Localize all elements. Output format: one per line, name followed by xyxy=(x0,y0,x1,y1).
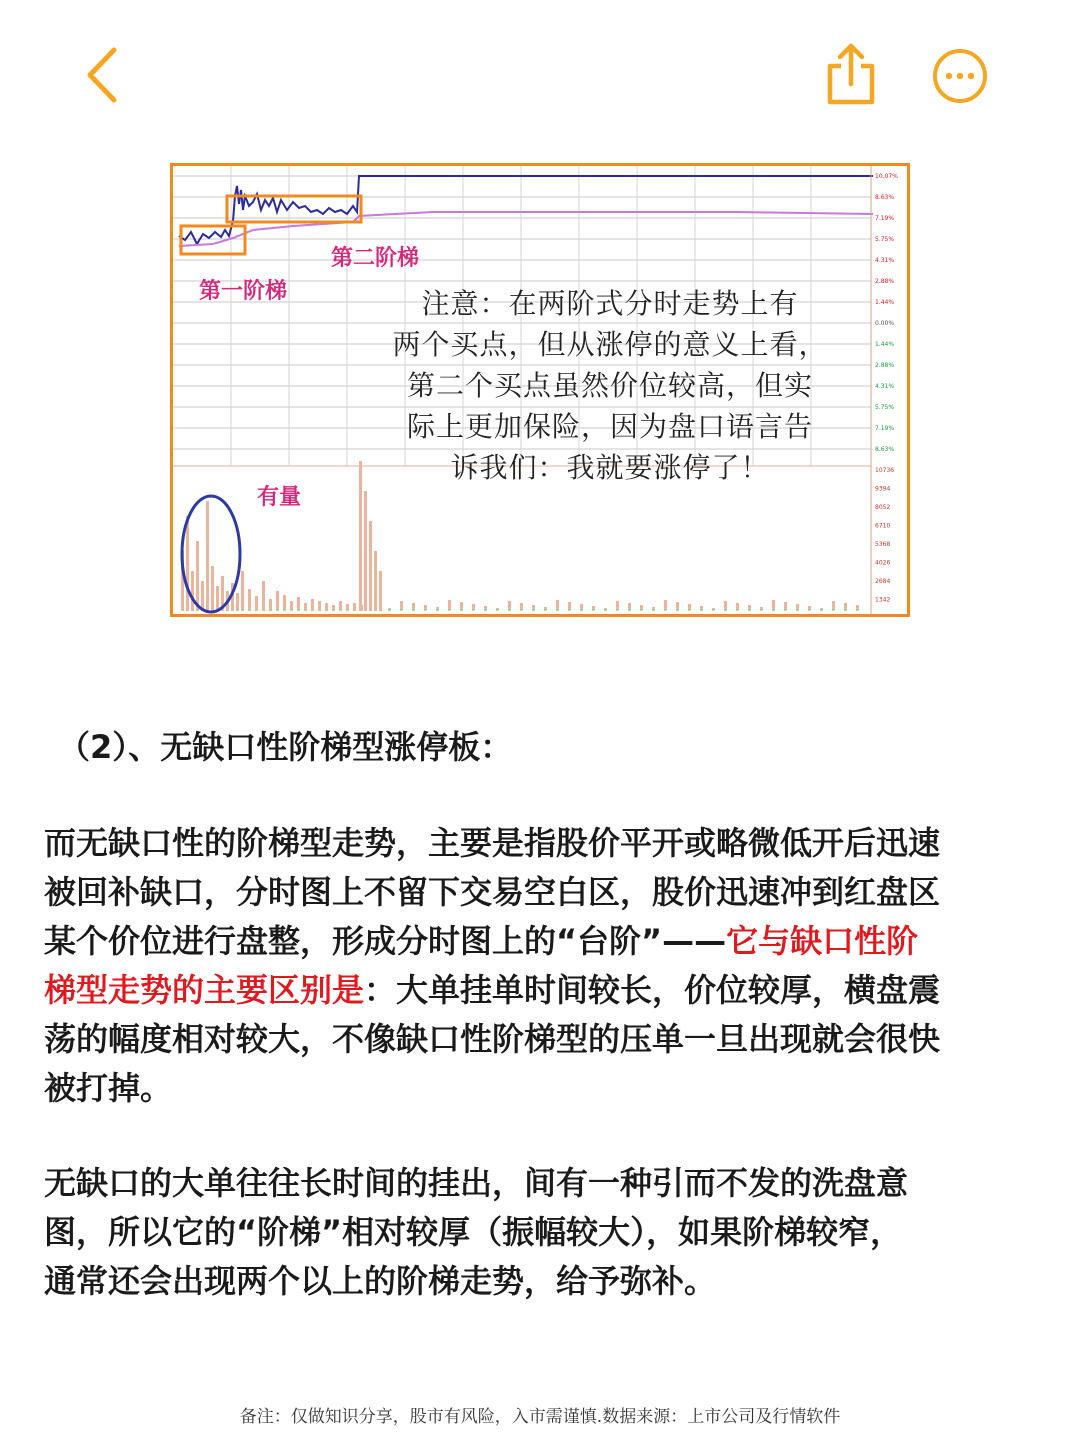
volume-bar xyxy=(283,595,286,611)
volume-bar xyxy=(688,604,691,611)
volume-bar xyxy=(424,605,427,611)
price-tick-label: 1.44% xyxy=(875,341,895,348)
price-tick-label: 4.31% xyxy=(875,257,895,264)
volume-bar xyxy=(374,551,377,611)
volume-bar xyxy=(724,601,727,611)
step1-label: 第一阶梯 xyxy=(199,279,288,304)
volume-bar xyxy=(604,608,607,611)
annotation-line: 诉我们：我就要涨停了！ xyxy=(450,451,770,484)
step1-box xyxy=(181,226,245,254)
chevron-left-icon xyxy=(78,44,128,106)
text-span: ：大单挂单时间较长，价位较厚，横盘震 xyxy=(364,971,941,1009)
volume-bar xyxy=(211,566,214,611)
volume-bar xyxy=(332,605,335,611)
volume-bar xyxy=(484,606,487,611)
volume-bar xyxy=(276,591,279,611)
highlight-text: 梯型走势的主要区别是 xyxy=(44,971,365,1009)
volume-bar xyxy=(844,603,847,611)
price-scale xyxy=(875,173,898,453)
volume-bar xyxy=(700,606,703,611)
volume-bar xyxy=(241,571,244,611)
volume-tick-label: 2684 xyxy=(875,578,891,585)
volume-bar xyxy=(532,605,535,611)
paragraph-2 xyxy=(44,1159,1034,1306)
volume-bar xyxy=(248,589,251,611)
volume-bar xyxy=(652,607,655,611)
volume-tick-label: 6710 xyxy=(875,522,891,530)
volume-tick-label: 1342 xyxy=(875,596,891,604)
volume-bar xyxy=(508,601,511,611)
volume-bar xyxy=(664,600,667,611)
volume-bar xyxy=(796,604,799,611)
volume-bar xyxy=(369,521,372,611)
volume-bar xyxy=(297,597,300,611)
volume-bar xyxy=(448,600,451,611)
volume-bar xyxy=(325,603,328,611)
volume-bar xyxy=(339,601,342,611)
volume-bar xyxy=(592,606,595,611)
price-tick-label: 2.88% xyxy=(875,362,895,369)
price-tick-label: 8.63% xyxy=(875,446,895,453)
annotation-line: 际上更加保险，因为盘口语言告 xyxy=(406,410,813,443)
volume-bar xyxy=(820,608,823,611)
volume-tick-label: 10736 xyxy=(875,467,895,474)
volume-bar xyxy=(712,608,715,611)
highlight-text: 它与缺口性阶 xyxy=(726,922,919,960)
paragraph-line: 图，所以它的“阶梯”相对较厚（振幅较大），如果阶梯较窄， xyxy=(44,1213,903,1251)
volume-tick-label: 5368 xyxy=(875,541,891,548)
volume-bar xyxy=(346,604,349,611)
price-tick-label: 1.44% xyxy=(875,299,895,306)
paragraph-line: 荡的幅度相对较大，不像缺口性阶梯型的压单一旦出现就会很快 xyxy=(44,1020,941,1058)
volume-bar xyxy=(760,607,763,611)
paragraph-1 xyxy=(44,819,1034,1113)
price-tick-label: 7.19% xyxy=(875,215,895,222)
section-title: （2）、无缺口性阶梯型涨停板： xyxy=(58,728,513,766)
more-options-button[interactable] xyxy=(930,46,990,106)
volume-bar xyxy=(186,516,189,611)
volume-bar xyxy=(311,599,314,611)
volume-label: 有量 xyxy=(257,485,302,510)
volume-bar xyxy=(736,603,739,611)
paragraph-line xyxy=(44,966,1034,1015)
volume-bar xyxy=(832,601,835,611)
volume-bar xyxy=(544,607,547,611)
volume-bar xyxy=(856,605,859,611)
volume-bar xyxy=(412,603,415,611)
volume-bar xyxy=(748,605,751,611)
volume-bar xyxy=(460,602,463,611)
top-toolbar xyxy=(0,0,1080,150)
volume-bar xyxy=(808,606,811,611)
price-tick-label: 2.88% xyxy=(875,278,895,285)
paragraph-line xyxy=(44,917,1034,966)
volume-bar xyxy=(628,603,631,611)
disclaimer-footer: 备注：仅做知识分享，股市有风险，入市需谨慎.数据来源：上市公司及行情软件 xyxy=(239,1407,841,1427)
volume-bar xyxy=(304,603,307,611)
share-button[interactable] xyxy=(820,40,880,108)
paragraph-line: 被打掉。 xyxy=(44,1069,173,1107)
volume-bar xyxy=(472,604,475,611)
paragraph-line: 无缺口的大单往往长时间的挂出，间有一种引而不发的洗盘意 xyxy=(44,1164,909,1202)
volume-bar xyxy=(388,608,391,611)
price-tick-label: 7.19% xyxy=(875,425,895,432)
volume-bar xyxy=(353,603,356,611)
volume-bar xyxy=(556,600,559,611)
volume-bar xyxy=(201,581,204,611)
volume-bar xyxy=(318,601,321,611)
paragraph-line: 被回补缺口，分时图上不留下交易空白区，股价迅速冲到红盘区 xyxy=(44,873,941,911)
price-tick-label: 5.75% xyxy=(875,404,895,411)
price-tick-label: 5.75% xyxy=(875,236,895,243)
volume-tick-label: 8052 xyxy=(875,504,891,511)
volume-bar xyxy=(364,491,367,611)
average-line xyxy=(179,212,873,246)
volume-bar xyxy=(568,602,571,611)
volume-scale xyxy=(875,467,894,604)
volume-bar xyxy=(191,571,194,611)
volume-bar xyxy=(640,605,643,611)
volume-bar xyxy=(496,608,499,611)
volume-bar xyxy=(206,501,209,611)
chart-annotation xyxy=(350,283,870,488)
volume-tick-label: 9394 xyxy=(875,485,891,493)
annotation-line: 两个买点，但从涨停的意义上看， xyxy=(392,328,828,361)
volume-bar xyxy=(196,541,199,611)
paragraph-line: 而无缺口性的阶梯型走势，主要是指股价平开或略微低开后迅速 xyxy=(44,824,941,862)
volume-bar xyxy=(616,601,619,611)
volume-bar xyxy=(216,586,219,611)
more-icon xyxy=(930,46,990,106)
volume-bar xyxy=(262,581,265,611)
text-span: 某个价位进行盘整，形成分时图上的“台阶”—— xyxy=(44,922,727,960)
volume-bar xyxy=(580,604,583,611)
price-tick-label: 8.63% xyxy=(875,194,895,201)
share-icon xyxy=(820,40,880,108)
volume-bar xyxy=(236,593,239,611)
step2-label: 第二阶梯 xyxy=(331,246,420,271)
back-button[interactable] xyxy=(78,44,128,106)
price-tick-label: 4.31% xyxy=(875,383,895,390)
price-tick-label: 10.07% xyxy=(875,173,898,180)
volume-bar xyxy=(676,602,679,611)
price-tick-label: 0.00% xyxy=(875,320,895,327)
volume-bar xyxy=(520,603,523,611)
volume-bar xyxy=(379,571,382,611)
volume-tick-label: 4026 xyxy=(875,559,891,567)
volume-bar xyxy=(436,607,439,611)
volume-bar xyxy=(784,602,787,611)
paragraph-line: 通常还会出现两个以上的阶梯走势，给予弥补。 xyxy=(44,1262,717,1300)
volume-bar xyxy=(772,600,775,611)
annotation-line: 第二个买点虽然价位较高，但实 xyxy=(406,369,813,402)
price-line xyxy=(179,176,873,244)
volume-bar xyxy=(290,601,293,611)
volume-bar xyxy=(255,596,258,611)
volume-bar xyxy=(269,599,272,611)
volume-bar xyxy=(400,601,403,611)
annotation-line: 注意：在两阶式分时走势上有 xyxy=(421,287,799,320)
